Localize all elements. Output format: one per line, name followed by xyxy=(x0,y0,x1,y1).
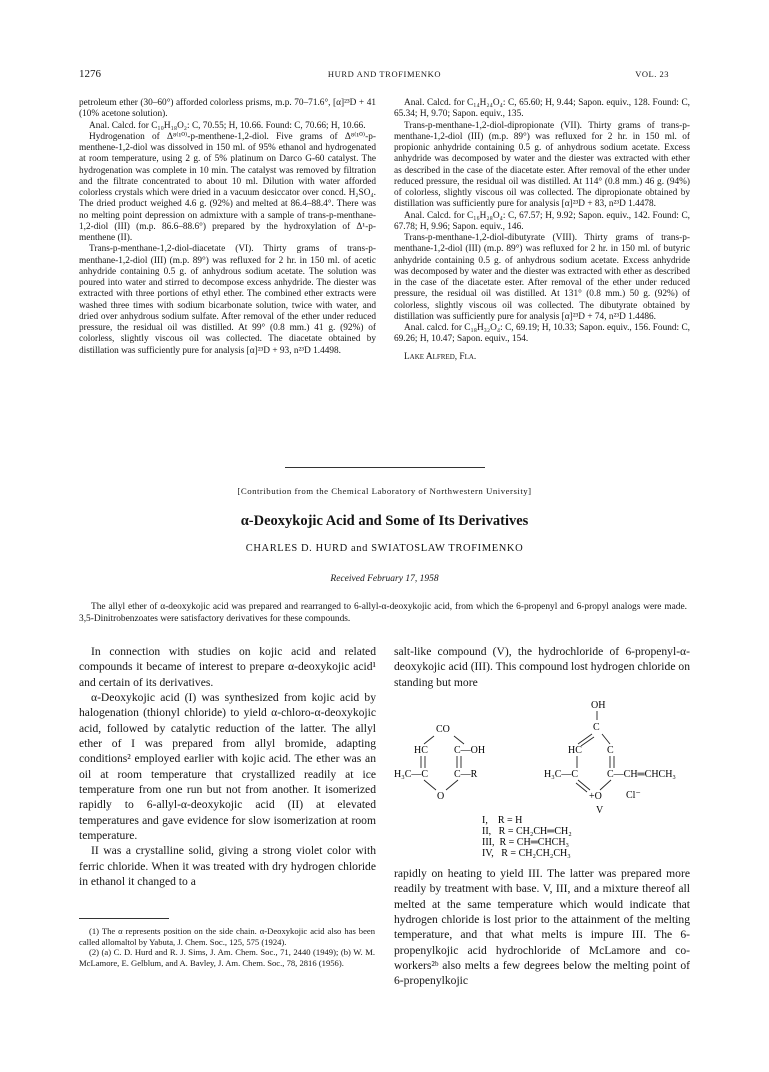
compound-label-v: V xyxy=(596,805,604,816)
footnote: (1) The α represents position on the side chain. α-Deoxykojic acid also has been called allomaltol by Yabuta, J. Chem. Soc., 125, 575 (1924). xyxy=(79,926,375,947)
paragraph: In connection with studies on kojic acid and related compounds it became of interest to prepare α-deoxykojic acid¹ and certain of its derivatives. xyxy=(79,645,376,689)
paragraph: petroleum ether (30–60°) afforded colorless prisms, m.p. 70–71.6°, [α]²³D + 41 (10% acetone solution). xyxy=(79,98,376,120)
paragraph: Trans-p-menthane-1,2-diol-diacetate (VI). Thirty grams of trans-p-menthane-1,2-diol (III) (m.p. 89°) was refluxed for 2 hr. in 150 ml. of acetic anhydride containing 0.5 g. of anhydrous sodium acetate. The solution was poured into water and stirred to decompose excess anhydride. The diester was extracted with three portions of ethyl ether. The combined ether extracts were washed three times with sodium bicarbonate solution, twice with water, and dried over anhydrous sodium sulfate. After removal of the ether under reduced pressure, the residual oil was distilled. At 99° (0.8 mm.) 41 g. (92%) of colorless, slightly viscous oil was collected. The diacetate obtained by distillation was sufficiently pure for analysis [α]²³D + 93, n²³D 1.4498. xyxy=(79,244,376,356)
paragraph: Hydrogenation of Δ⁸⁽¹⁰⁾-p-menthene-1,2-diol. Five grams of Δ⁸⁽¹⁰⁾-p-menthene-1,2-diol was dissolved in 150 ml. of 95% ethanol and hydrogenated at room temperature, using 2 g. of 5% platinum on Darco G-60 catalyst. The hydrogenation was complete in 10 min. The catalyst was removed by filtration and the filtrate concentrated to about 10 ml. Dilution with water afforded colorless crystals which were dried in a vacuum desiccator over concd. H₂SO₄. The dried product weighed 4.6 g. (92%) and melted at 86.4–88.4°. There was no melting point depression on admixture with a sample of trans-p-menthane-1,2-diol (III) (m.p. 86.6–88.6°) prepared by the hydroxylation of Δ¹-p-menthene (II). xyxy=(79,131,376,243)
paragraph: Trans-p-menthane-1,2-diol-dipropionate (VII). Thirty grams of trans-p-menthane-1,2-diol (III) (m.p. 89°) was refluxed for 2 hr. in 150 ml. of propionic anhydride containing 0.5 g. of anhydrous sodium acetate. Excess anhydride was decomposed by water and the diester was extracted with ether as described in the case of the diacetate ester. After removal of the ether under reduced pressure, the residual oil was distilled. At 114° (0.8 mm.) 46 g. (94%) of colorless, slightly viscous oil was collected. The dipropionate obtained by distillation was sufficiently pure for analysis [α]²³D + 83, n²³D 1.4478. xyxy=(394,120,690,210)
atom-c-top: C xyxy=(593,722,600,733)
paragraph: Anal. Calcd. for C₁₄H₂₄O₄: C, 65.60; H, 9.44; Sapon. equiv., 128. Found: C, 65.34; H, 9.70; Sapon. equiv., 135. xyxy=(394,98,690,120)
abstract-text: The allyl ether of α-deoxykojic acid was prepared and rearranged to 6-allyl-α-deoxykojic acid, from which the 6-propenyl and 6-propyl analogs were made. 3,5-Dinitrobenzoates were satisfactory derivatives for these compounds. xyxy=(79,602,687,624)
chloride-ion: Cl⁻ xyxy=(626,790,641,801)
footnote-divider xyxy=(79,918,169,919)
paragraph: salt-like compound (V), the hydrochloride of 6-propenyl-α-deoxykojic acid (III). This compound lost hydrogen chloride on standing but more xyxy=(394,645,690,689)
section-divider xyxy=(285,467,485,468)
received-date: Received February 17, 1958 xyxy=(330,574,439,584)
volume-label: VOL. 23 xyxy=(635,69,669,79)
atom-o: O xyxy=(437,791,445,802)
right-top-column xyxy=(394,98,690,363)
atom-h3c-c: H₃C—C xyxy=(544,769,579,780)
paragraph: α-Deoxykojic acid (I) was synthesized from kojic acid by halogenation (thionyl chloride) to yield α-chloro-α-deoxykojic acid, followed by catalytic reduction of the latter. The allyl ether of I was prepared from allyl bromide, adapting conditions² employed earlier with kojic acid. The ether was an oil at room temperature that crystallized readily at ice temperature from one run but not from another. It isomerized rapidly to 6-allyl-α-deoxykojic acid (II) at elevated temperatures and gave evidence for slow isomerization at room temperature. xyxy=(79,691,376,843)
atom-co: CO xyxy=(436,724,450,735)
body-right-bottom xyxy=(394,866,690,989)
r-key-line: IV, R = CH₂CH₂CH₃ xyxy=(482,848,571,859)
body-left-column xyxy=(79,644,376,890)
contribution-line: [Contribution from the Chemical Laboratory of Northwestern University] xyxy=(237,486,532,496)
atom-o-plus: +O xyxy=(589,791,602,802)
atom-hc: HC xyxy=(414,745,428,756)
chemical-structures xyxy=(394,700,694,864)
paragraph: Anal. calcd. for C₁₈H₃₂O₄: C, 69.19; H, 10.33; Sapon. equiv., 156. Found: C, 69.26; H, 10.47; Sapon. equiv., 154. xyxy=(394,323,690,345)
article-authors: CHARLES D. HURD and SWIATOSLAW TROFIMENKO xyxy=(245,543,524,554)
running-title: HURD AND TROFIMENKO xyxy=(327,69,442,79)
paragraph: Anal. Calcd. for C₁₀H₁₈O₂: C, 70.55; H, 10.66. Found: C, 70.66; H, 10.66. xyxy=(89,120,366,131)
body-right-top xyxy=(394,644,690,690)
paragraph: II was a crystalline solid, giving a strong violet color with ferric chloride. When it was treated with dry hydrogen chloride in ethanol it changed to a xyxy=(79,844,376,889)
article-title: α-Deoxykojic Acid and Some of Its Derivatives xyxy=(240,513,529,529)
r-key-line: III, R = CH═CHCH₃ xyxy=(482,837,570,848)
r-key-line: II, R = CH₂CH═CH₂ xyxy=(482,826,572,837)
page-header xyxy=(0,68,769,82)
r-key-line: I, R = H xyxy=(482,815,523,826)
abstract xyxy=(79,602,687,625)
paragraph: rapidly on heating to yield III. The latter was prepared more readily by treatment with base. V, III, and a mixture thereof all melted at the same temperature which would indicate that hydrogen chloride is lost prior to the attainment of the melting temperature, and that what melts is impure III. The 6-propenylkojic acid hydrochloride of McLamore and co-workers²ᵇ also melts a few degrees below the melting point of 6-propenylkojic xyxy=(394,867,690,988)
page-number: 1276 xyxy=(79,68,101,80)
left-top-column xyxy=(79,98,376,357)
place-line: Lake Alfred, Fla. xyxy=(404,351,477,362)
atom-c-chain: C—CH═CHCH₃ xyxy=(607,769,676,780)
atom-c-oh: C—OH xyxy=(454,745,486,756)
atom-hc: HC xyxy=(568,745,582,756)
atom-c-r: C—R xyxy=(454,769,478,780)
footnotes xyxy=(79,926,375,968)
paragraph: Trans-p-menthane-1,2-diol-dibutyrate (VIII). Thirty grams of trans-p-menthane-1,2-diol (III) (m.p. 89°) was refluxed for 2 hr. in 150 ml. of butyric anhydride containing 0.5 g. of anhydrous sodium acetate. Excess anhydride was decomposed by water and the diester was extracted with ether as described in the case of the diacetate ester. After removal of the ether under reduced pressure, the residual oil was distilled. At 131° (0.8 mm.) 50 g. (92%) of colorless, slightly viscous oil was collected. The dibutyrate obtained by distillation was sufficiently pure for analysis [α]²³D + 74, n²³D 1.4486. xyxy=(394,233,690,322)
atom-oh: OH xyxy=(591,700,606,711)
paragraph: Anal. Calcd. for C₁₆H₂₈O₄: C, 67.57; H, 9.92; Sapon. equiv., 142. Found: C, 67.78; H, 9.96; Sapon. equiv., 146. xyxy=(394,210,690,232)
atom-h3c-c: H₃C—C xyxy=(394,769,429,780)
atom-c-right: C xyxy=(607,745,614,756)
footnote: (2) (a) C. D. Hurd and R. J. Sims, J. Am. Chem. Soc., 71, 2440 (1949); (b) W. M. McLamore, E. Gelblum, and A. Bavley, J. Am. Chem. Soc., 78, 2816 (1956). xyxy=(79,947,375,968)
